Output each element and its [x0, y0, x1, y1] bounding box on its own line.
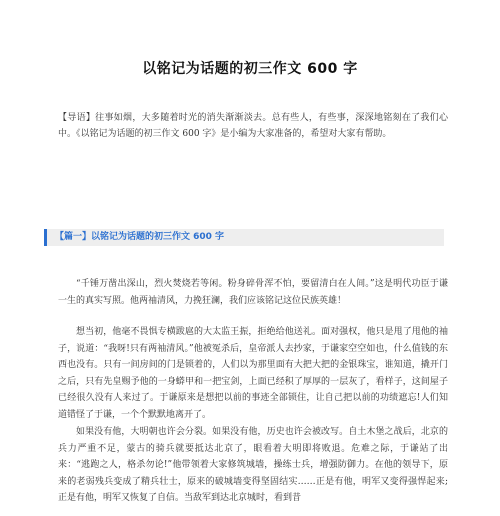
- body-paragraph-3: 如果没有他，大明朝也许会分裂。如果没有他，历史也许会被改写。自土木堡之战后，北京的兵力严重不足，蒙古的骑兵就要抵达北京了，眼看着大明即将败退。危难之际，于谦站了出来：“逃跑之人，格杀勿论!”他带领着大家修筑城墙，操练士兵，增强防御力。在他的领导下，原来的老弱残兵变成了精兵壮士，原来的破城墙变得坚固结实……正是有他，明军又变得强悍起来;正是有他，明军又恢复了自信。当敌军到达北京城时，看到昔: [58, 427, 448, 503]
- section-header: [44, 229, 444, 246]
- body-paragraph-1: “千锤万凿出深山，烈火焚烧若等闲。粉身碎骨浑不怕，要留清白在人间。”这是明代功臣于谦一生的真实写照。他两袖清风，力挽狂澜，我们应该铭记这位民族英雄！: [58, 279, 448, 306]
- document-title: 以铭记为话题的初三作文 600 字: [142, 61, 358, 77]
- guide-paragraph: 【导语】往事如烟，大多随着时光的消失渐渐淡去。总有些人，有些事，深深地铭刻在了我们心中。《以铭记为话题的初三作文 600 字》是小编为大家准备的，希望对大家有帮助。: [58, 113, 448, 139]
- body-paragraph-2: 想当初，他毫不畏惧专横跋扈的大太监王振，拒绝给他送礼。面对强权，他只是甩了甩他的袖子，说道：“我呀!只有两袖清风。”他被冤杀后，皇帝派人去抄家，于谦家空空如也，什么值钱的东西也没有。只有一间房间的门是锁着的，人们以为那里面有大把大把的金银珠宝，谁知道，撬开门之后，只有先皇赐予他的一身蟒甲和一把宝剑，上面已经积了厚厚的一层灰了，看样子，这间屋子已经很久没有人来过了。于谦原来是想把以前的事迹全部锁住，让自己把以前的功绩遮忘!人们知道错怪了于谦，一个个默默地离开了。: [58, 327, 448, 420]
- section-title: 【篇一】以铭记为话题的初三作文 600 字: [55, 232, 225, 242]
